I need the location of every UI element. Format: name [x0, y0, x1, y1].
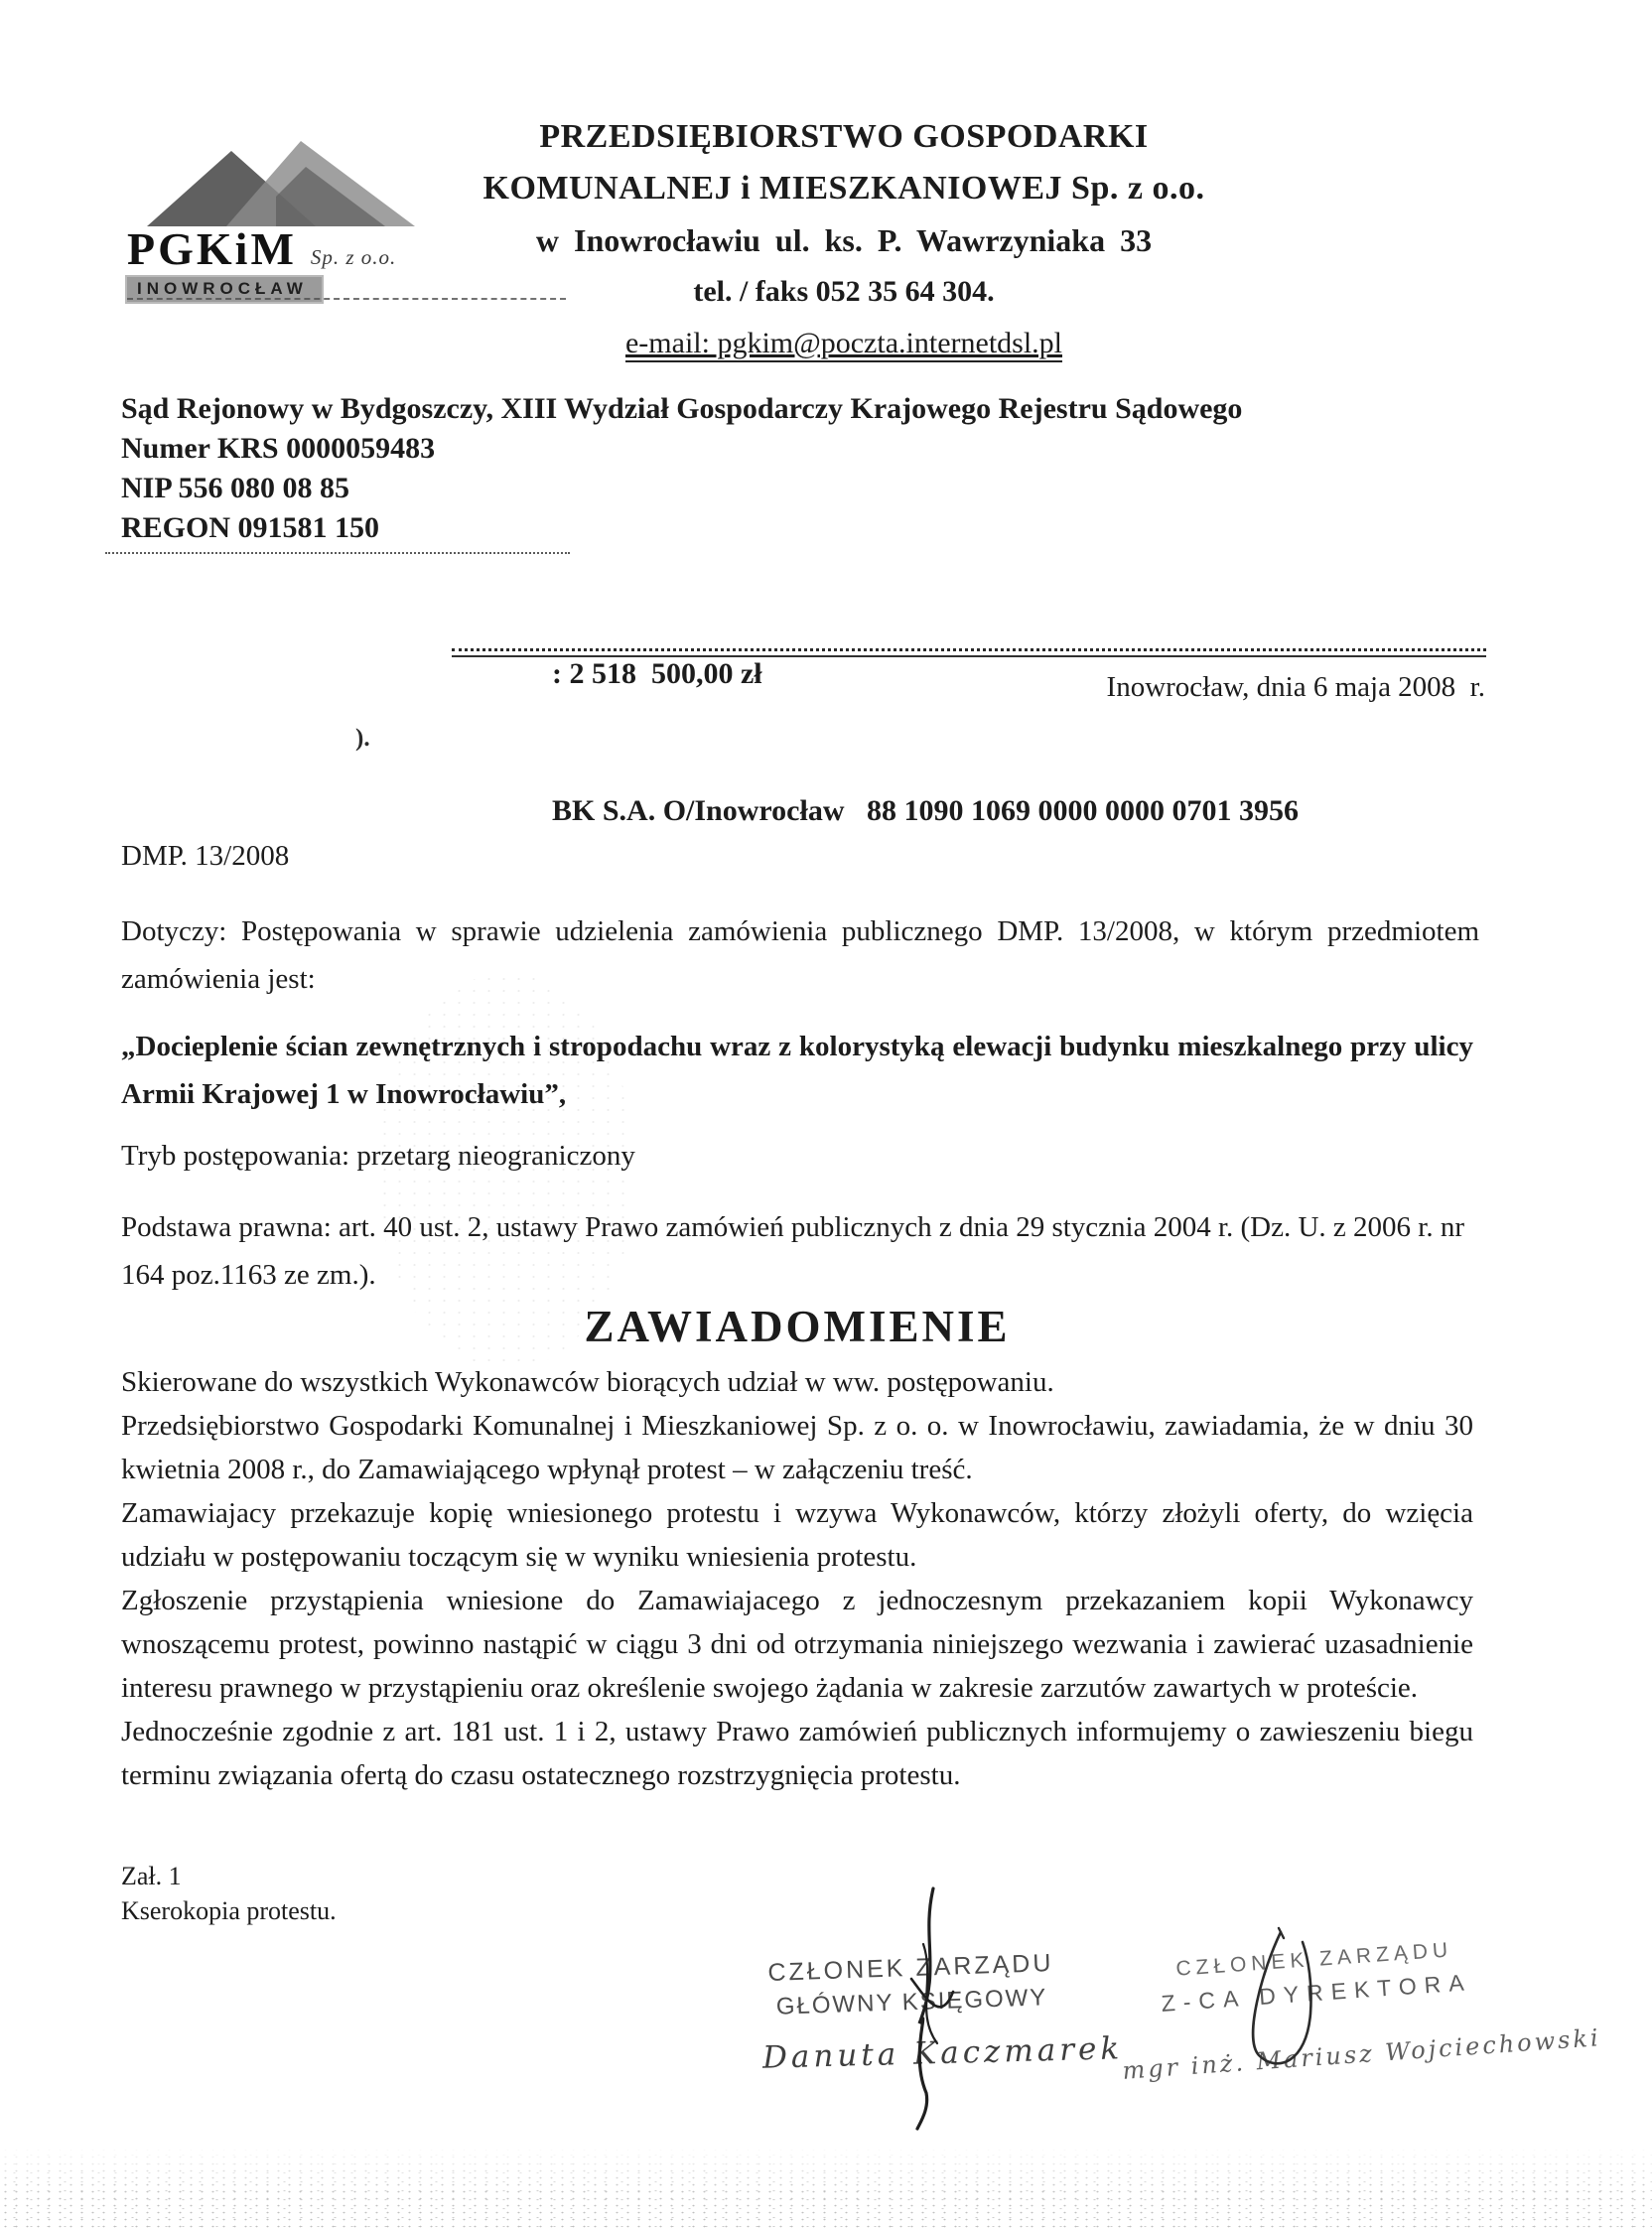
notice-paragraph: Przedsiębiorstwo Gospodarki Komunalnej i Mieszkaniowej Sp. z o. o. w Inowrocławiu, zawiadamia, że w dniu 30 kwietnia 2008 r., do Zamawiającego wpłynął protest – w załączeniu treść.: [121, 1410, 1473, 1485]
reference-number: DMP. 13/2008: [121, 840, 290, 872]
registry-block: [121, 389, 1511, 548]
notice-paragraph: Skierowane do wszystkich Wykonawców biorących udział w ww. postępowaniu.: [121, 1366, 1054, 1398]
registry-nip: NIP 556 080 08 85: [121, 472, 350, 504]
company-email: e-mail: pgkim@poczta.internetdsl.pl: [625, 327, 1062, 362]
scan-noise-band: [0, 2147, 1652, 2231]
subject-intro: Dotyczy: Postępowania w sprawie udzielenia zamówienia publicznego DMP. 13/2008, w którym przedmiotem zamówienia jest:: [121, 915, 1479, 995]
attachment-label: Zał. 1: [121, 1862, 182, 1890]
bank-block: [552, 560, 1299, 925]
notice-heading: ZAWIADOMIENIE: [584, 1302, 1011, 1351]
bank-account-line: BK S.A. O/Inowrocław 88 1090 1069 0000 0000 0701 3956: [552, 794, 1299, 827]
letterhead: [338, 111, 1350, 369]
right-stamp-role: Z-CA DYREKTORA: [1160, 1969, 1473, 2017]
company-email-line: [338, 318, 1350, 369]
company-phone: tel. / faks 052 35 64 304.: [693, 275, 995, 308]
company-name-line2: KOMUNALNEJ i MIESZKANIOWEJ Sp. z o.o.: [482, 170, 1205, 207]
notice-paragraph: Jednocześnie zgodnie z art. 181 ust. 1 i 2, ustawy Prawo zamówień publicznych informujemy o zawieszeniu biegu terminu związania ofertą do czasu ostatecznego rozstrzygnięcia protestu.: [121, 1716, 1473, 1791]
legal-basis: Podstawa prawna: art. 40 ust. 2, ustawy Prawo zamówień publicznych z dnia 29 stycznia 2004 r. (Dz. U. z 2006 r. nr 164 poz.1163 ze zm.).: [121, 1211, 1465, 1291]
notice-body: [121, 1360, 1473, 1797]
right-stamp: [1150, 1937, 1480, 2019]
company-address: w Inowrocławiu ul. ks. P. Wawrzyniaka 33: [535, 222, 1153, 258]
left-stamp-role: GŁÓWNY KSIĘGOWY: [775, 1984, 1048, 2021]
procedure-mode: Tryb postępowania: przetarg nieograniczony: [121, 1140, 635, 1172]
left-stamp: [742, 1948, 1081, 2022]
right-signature-name: mgr inż. Mariusz Wojciechowski: [1121, 2023, 1602, 2085]
registry-regon: REGON 091581 150: [121, 511, 380, 544]
share-capital-fragment: : 2 518 500,00 zł: [552, 657, 762, 690]
notice-paragraph: Zamawiajacy przekazuje kopię wniesionego protestu i wzywa Wykonawców, którzy złożyli oferty, do wzięcia udziału w postępowaniu toczącym się w wyniku wniesienia protestu.: [121, 1497, 1473, 1573]
notice-paragraph: Zgłoszenie przystąpienia wniesione do Zamawiajacego z jednoczesnym przekazaniem kopii Wykonawcy wnoszącemu protest, powinno nastąpić w ciągu 3 dni od otrzymania niniejszego wezwania i zawierać uzasadnienie interesu prawnego w przystąpieniu oraz określenie swojego żądania w zakresie zarzutów zawartych w proteście.: [121, 1585, 1473, 1704]
photocopy-smudge: [377, 973, 635, 1370]
stray-mark: ).: [355, 725, 370, 752]
left-stamp-title: CZŁONEK ZARZĄDU: [766, 1948, 1054, 1988]
registry-divider: [105, 552, 570, 554]
attachment-item: Kserokopia protestu.: [121, 1896, 337, 1925]
attachments-block: [121, 1859, 337, 1928]
logo-suffix: Sp. z o.o.: [310, 245, 397, 269]
company-name-line1: PRZEDSIĘBIORSTWO GOSPODARKI: [539, 118, 1149, 155]
dateline: Inowrocław, dnia 6 maja 2008 r.: [1106, 671, 1485, 703]
right-stamp-title: CZŁONEK ZARZĄDU: [1174, 1938, 1453, 1981]
logo-city-bar: INOWROCŁAW: [127, 277, 322, 302]
logo-acronym: PGKiM: [127, 223, 297, 274]
subject-quote: „Docieplenie ścian zewnętrznych i stropodachu wraz z kolorystyką elewacji budynku mieszkalnego przy ulicy Armii Krajowej 1 w Inowrocławiu”,: [121, 1031, 1473, 1110]
registry-court: Sąd Rejonowy w Bydgoszczy, XIII Wydział Gospodarczy Krajowego Rejestru Sądowego: [121, 392, 1243, 425]
left-signature-name: Danuta Kaczmarek: [761, 2030, 1124, 2076]
dotted-separator: [452, 648, 1486, 657]
registry-krs: Numer KRS 0000059483: [121, 432, 436, 465]
